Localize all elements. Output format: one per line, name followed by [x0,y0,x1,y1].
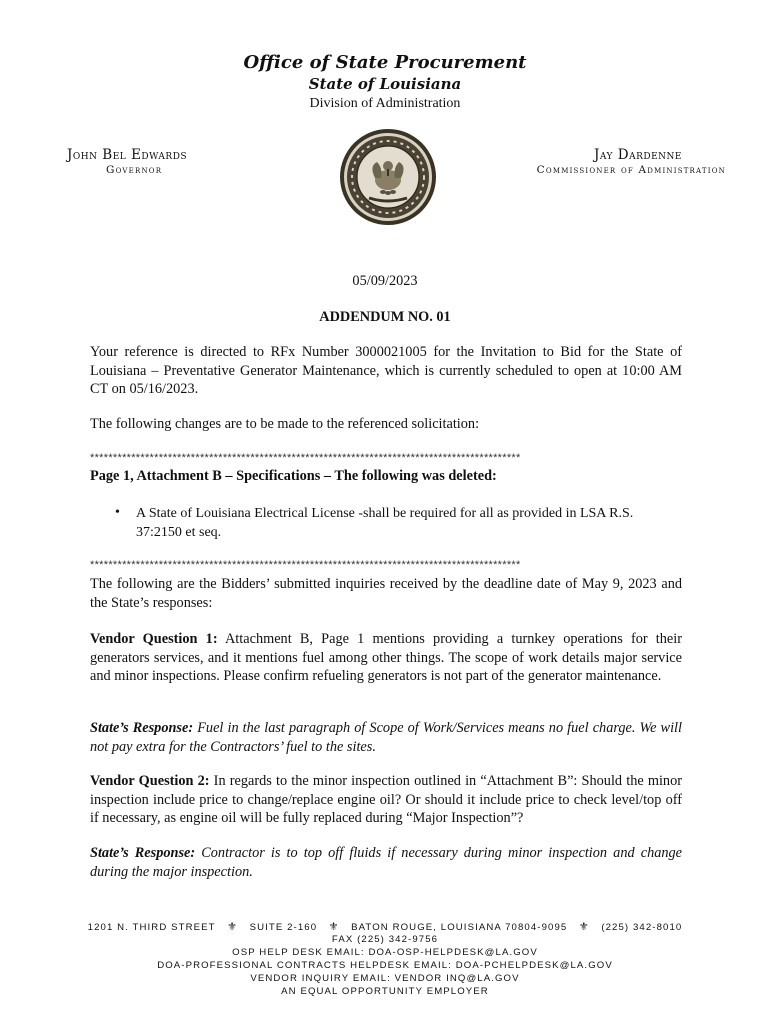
section-heading: Page 1, Attachment B – Specifications – The following was deleted: [90,468,497,484]
governor-name: John Bel Edwards [67,147,188,163]
inquiries-intro: The following are the Bidders’ submitted inquiries received by the deadline date of May 9, 2023 and the State’s responses: [90,576,682,611]
footer-phone: (225) 342-8010 [601,922,683,933]
vendor-question-1 [90,630,682,686]
division-title: Division of Administration [309,96,461,111]
separator-line-2: ********************************************************************************************** [90,559,521,571]
question-text: In regards to the minor inspection outlined in “Attachment B”: Should the minor inspection include price to change/replace engine oil? Or should it include price to check level/top off if necessary, as engine oil will be fully replaced during “Major Inspection”? [90,773,682,826]
office-title: Office of State Procurement [243,52,527,73]
footer-street: 1201 N. THIRD STREET [87,922,216,933]
footer-suite: SUITE 2-160 [249,922,318,933]
document-date: 05/09/2023 [352,273,418,289]
question-label: Vendor Question 1: [90,631,218,647]
question-text: Attachment B, Page 1 mentions providing a turnkey operations for their generators services, and it mentions fuel among other things. The scope of work details major service and minor inspections. Please confirm refueling generators is not part of the generator maintenance. [90,631,683,684]
governor-title: Governor [106,164,163,176]
state-response-1 [90,719,682,756]
bullet-icon: • [115,505,120,520]
footer-eoe: AN EQUAL OPPORTUNITY EMPLOYER [281,986,489,997]
vendor-question-2 [90,772,682,828]
footer-pc-helpdesk: DOA-PROFESSIONAL CONTRACTS HELPDESK EMAIL: DOA-PCHELPDESK@LA.GOV [157,960,613,971]
deleted-requirement: A State of Louisiana Electrical License -shall be required for all as provided in LSA R.S. 37:2150 et seq. [136,506,634,540]
footer-fax: FAX (225) 342-9756 [331,934,439,945]
fleur-de-lis-icon: ⚜ [578,921,590,933]
response-text: Fuel in the last paragraph of Scope of Work/Services means no fuel charge. We will not pay extra for the Contractors’ fuel to the sites. [90,720,683,755]
question-label: Vendor Question 2: [90,773,210,789]
changes-intro: The following changes are to be made to the referenced solicitation: [90,416,480,432]
fleur-de-lis-icon: ⚜ [227,921,239,933]
fleur-de-lis-icon: ⚜ [328,921,340,933]
footer-vendor-inquiry: VENDOR INQUIRY EMAIL: VENDOR INQ@LA.GOV [250,973,520,984]
footer-city: BATON ROUGE, LOUISIANA 70804-9095 [351,922,568,933]
response-label: State’s Response: [90,845,196,861]
footer-osp-helpdesk: OSP HELP DESK EMAIL: DOA-OSP-HELPDESK@LA.GOV [232,947,538,958]
state-response-2 [90,844,682,881]
louisiana-state-seal-icon [339,128,437,226]
response-label: State’s Response: [90,720,194,736]
intro-paragraph: Your reference is directed to RFx Number 3000021005 for the Invitation to Bid for the State of Louisiana – Preventative Generator Maintenance, which is currently scheduled to open at 10:00 AM CT on 05/16/2023. [90,344,682,397]
state-title: State of Louisiana [308,75,462,93]
commissioner-title: Commissioner of Administration [536,164,726,176]
addendum-title: ADDENDUM NO. 01 [319,309,451,325]
separator-line: ********************************************************************************************** [90,452,521,464]
footer-address [0,920,770,933]
commissioner-name: Jay Dardenne [594,147,682,163]
response-text: Contractor is to top off fluids if necessary during minor inspection and change during the major inspection. [90,845,683,880]
